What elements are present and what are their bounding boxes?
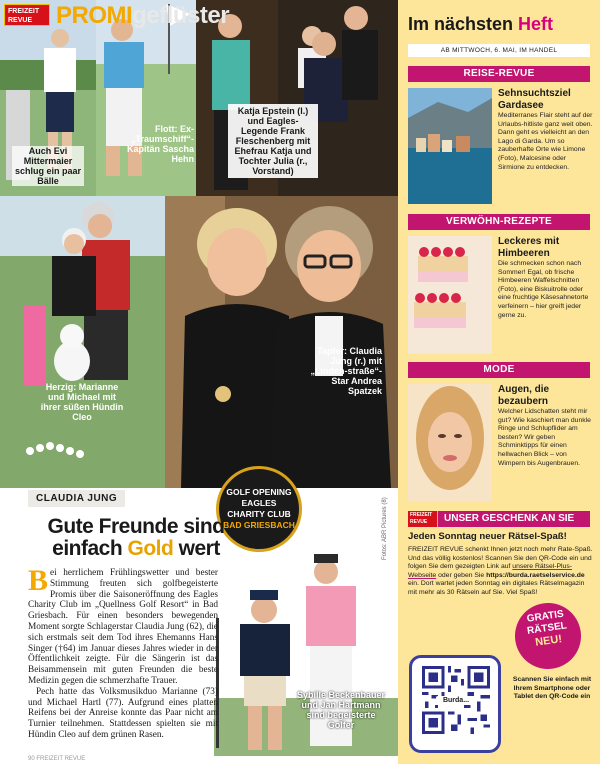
article-kicker: CLAUDIA JUNG bbox=[28, 490, 125, 507]
next-issue-heading: Im nächsten Heft bbox=[408, 14, 554, 34]
gift-title: Jeden Sonntag neuer Rätsel-Spaß! bbox=[408, 531, 567, 542]
article-paragraph: Bei herrlichem Frühlingswetter und bester Stimmung freuten sich golfbegeisterte Promis über die Saisoneröffnung des Eagles Charity Club im „Quellness Golf Resort“ in Bad Griesbach. Für einen besonders bewegenden Moment sorgte Schlagerstar Claudia Jung (62), die sich erstmals seit dem Tod ihres Ehemanns Hans Singer (†64) im Januar dieses Jahres wieder in der Öffentlichkeit zeigte. Für die Sängerin ist das Beisammensein mit guten Freunden die beste Medizin gegen die schmerzhafte Trauer. bbox=[28, 564, 218, 686]
caption-katja: Katja Epstein (l.) und Eagles-Legende Frank Fleschenberg mit Ehefrau Katja und Tochter Julia (r., Vorstand) bbox=[228, 104, 318, 178]
photo-credit: Fotos: ABR Pictures (8) bbox=[382, 497, 388, 560]
section-bar-gift: FREIZEIT REVUE UNSER GESCHENK AN SIE bbox=[408, 511, 590, 527]
teaser-text-reise: Mediterranes Flair steht auf der Urlaubs-hitliste ganz weit oben. Dann geht es vielleicht an den Lago di Garda. Um so zauberhafte Orte wie Limone (Foto), Malcesine oder Sirmione zu entdecken. bbox=[498, 112, 593, 171]
release-date: AB MITTWOCH, 6. MAI, IM HANDEL bbox=[408, 44, 590, 57]
caption-flott: Flott: Ex-„Traumschiff“-Kapitän Sascha Hehn bbox=[126, 124, 194, 164]
qr-label: Burda... bbox=[436, 696, 476, 705]
gift-text: FREIZEIT REVUE schenkt Ihnen jetzt noch mehr Rate-Spaß. Und das völlig kostenlos! Scannen Sie den QR-Code ein und folgen Sie dem gezeigten Link auf unsere Rätsel-Plus-Webseite oder geben Sie https://burda.raetselservice.de ein. Dort wartet jeden Sonntag ein digitales Rätselmagazin mit mehr als 30 Rätseln auf Sie. Viel Spaß! bbox=[408, 546, 593, 596]
article-body bbox=[28, 564, 218, 741]
article-paragraph: Pech hatte das Volksmusikduo Marianne (73) und Michael Hartl (77). Aufgrund eines platten Reifens bei der Anreise konnte das Paar nicht am Turnier teilnehmen. Stattdessen spielten sie mit Hündin Cleo auf dem grünen Rasen. bbox=[28, 686, 218, 740]
caption-herzig: Herzig: Marianne und Michael mit ihrer süßen Hündin Cleo bbox=[40, 382, 124, 422]
photo-augen-model bbox=[408, 384, 492, 502]
scan-instruction: Scannen Sie einfach mit Ihrem Smartphone oder Tablet den QR-Code ein bbox=[512, 676, 592, 700]
caption-sybille: Sybille Beckenbauer und Jan Hartmann sind begeisterte Golfer bbox=[296, 690, 386, 730]
caption-evi: Auch Evi Mittermaier schlug ein paar Bälle bbox=[12, 146, 84, 186]
photo-marianne-michael bbox=[0, 196, 165, 488]
article-headline: Gute Freunde sind einfach Gold wert bbox=[47, 515, 225, 560]
event-badge: GOLF OPENING EAGLES CHARITY CLUB BAD GRIESBACH bbox=[216, 466, 302, 552]
gratis-raetsel-badge: GRATIS RÄTSEL NEU! bbox=[511, 599, 586, 674]
photo-himbeeren bbox=[408, 236, 492, 354]
section-bar-rezepte: VERWÖHN-REZEPTE bbox=[408, 214, 590, 230]
raetsel-url[interactable]: https://burda.raetselservice.de bbox=[486, 571, 585, 579]
magazine-logo: FREIZEIT REVUE bbox=[4, 4, 50, 26]
section-bar-reise: REISE-REVUE bbox=[408, 66, 590, 82]
caption-tapfer: Tapfer: Claudia Jung (r.) mit „Linden-straße“-Star Andrea Spatzek bbox=[310, 346, 382, 396]
raetsel-website-link[interactable]: unsere Rätsel-Plus-Webseite bbox=[408, 563, 572, 579]
qr-code-box[interactable] bbox=[409, 655, 501, 753]
teaser-title-rezepte: Leckeres mit Himbeeren bbox=[498, 236, 560, 259]
section-title: PROMIgeflüster bbox=[56, 2, 230, 29]
photo-gardasee bbox=[408, 88, 492, 204]
drop-cap: B bbox=[28, 564, 49, 597]
teaser-title-mode: Augen, die bezaubern bbox=[498, 384, 550, 407]
teaser-title-reise: Sehnsuchtsziel Gardasee bbox=[498, 88, 571, 111]
section-bar-mode: MODE bbox=[408, 362, 590, 378]
photo-claudia-andrea bbox=[165, 196, 398, 488]
teaser-text-rezepte: Die schmecken schon nach Sommer! Egal, ob frische Himbeeren Waffelschnitten (Foto), eine Biskuitrolle oder eine fruchtige Käsesahnetorte verfeinern – hier greift jeder gerne zu. bbox=[498, 260, 589, 319]
teaser-text-mode: Welcher Lidschatten steht mir gut? Wie kaschiert man dunkle Ringe und Schlupflider am besten? Wir geben Schminktipps für einen hellwachen Blick – von Wimpern bis Augenbrauen. bbox=[498, 408, 591, 467]
magazine-logo-small: FREIZEIT REVUE bbox=[408, 511, 438, 527]
page-footer: 90 FREIZEIT REVUE bbox=[28, 756, 86, 762]
